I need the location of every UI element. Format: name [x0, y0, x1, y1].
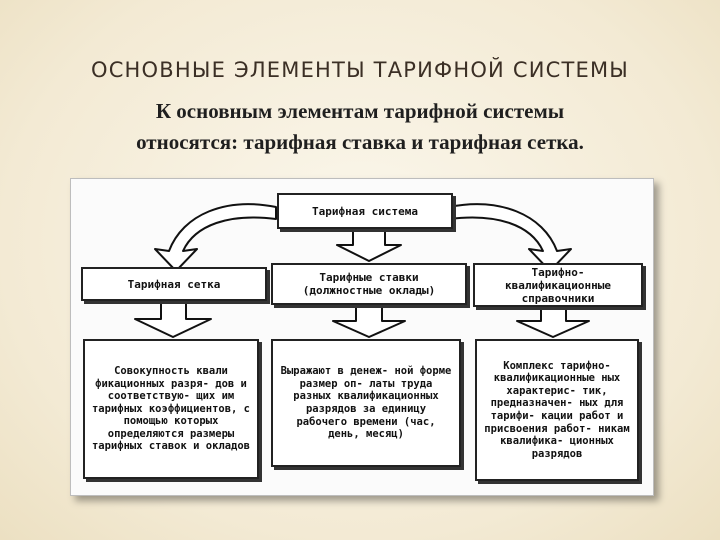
slide-subtitle: [40, 96, 680, 158]
head-box-tariff-grid: [81, 267, 267, 301]
down-arrow-right: [517, 307, 589, 337]
head-label-qualification-handbooks: Тарифно- квалификационные справочники: [505, 265, 611, 305]
subtitle-line-2: относятся: тарифная ставка и тарифная сетка.: [136, 130, 584, 154]
desc-box-tariff-grid: [83, 339, 259, 479]
desc-text-tariff-rates: Выражают в денеж- ной форме размер оп- латы труда разных квалификационных разрядов за единицу рабочего времени (час, день, месяц): [280, 365, 452, 441]
curved-arrow-left: [155, 204, 276, 271]
head-box-qualification-handbooks: [473, 263, 643, 307]
root-box-tariff-system: [277, 193, 453, 229]
desc-box-qualification-handbooks: [475, 339, 639, 481]
desc-text-qualification-handbooks: Комплекс тарифно- квалификационные ных характерис- тик, предназначен- ных для тарифи- кации работ и присвоения работ- никам квалифика- ционных разрядов: [484, 359, 630, 460]
curved-arrow-right: [449, 204, 571, 271]
down-arrow-middle: [337, 229, 401, 261]
head-label-tariff-grid: Тарифная сетка: [127, 277, 221, 291]
desc-text-tariff-grid: Совокупность квали фикационных разря- дов и соответствую- щих им тарифных коэффициентов, с помощью которых определяются размеры тарифных ставок и окладов: [91, 364, 251, 453]
down-arrow-left: [135, 301, 211, 337]
root-label: Тарифная система: [312, 204, 418, 218]
slide-title: ОСНОВНЫЕ ЭЛЕМЕНТЫ ТАРИФНОЙ СИСТЕМЫ: [90, 58, 630, 82]
tariff-system-diagram: [70, 178, 654, 496]
desc-box-tariff-rates: [271, 339, 461, 467]
subtitle-line-1: К основным элементам тарифной системы: [155, 99, 565, 123]
head-box-tariff-rates: [271, 263, 467, 305]
down-arrow-middle-lower: [333, 307, 405, 337]
head-label-tariff-rates: Тарифные ставки (должностные оклады): [302, 271, 436, 297]
